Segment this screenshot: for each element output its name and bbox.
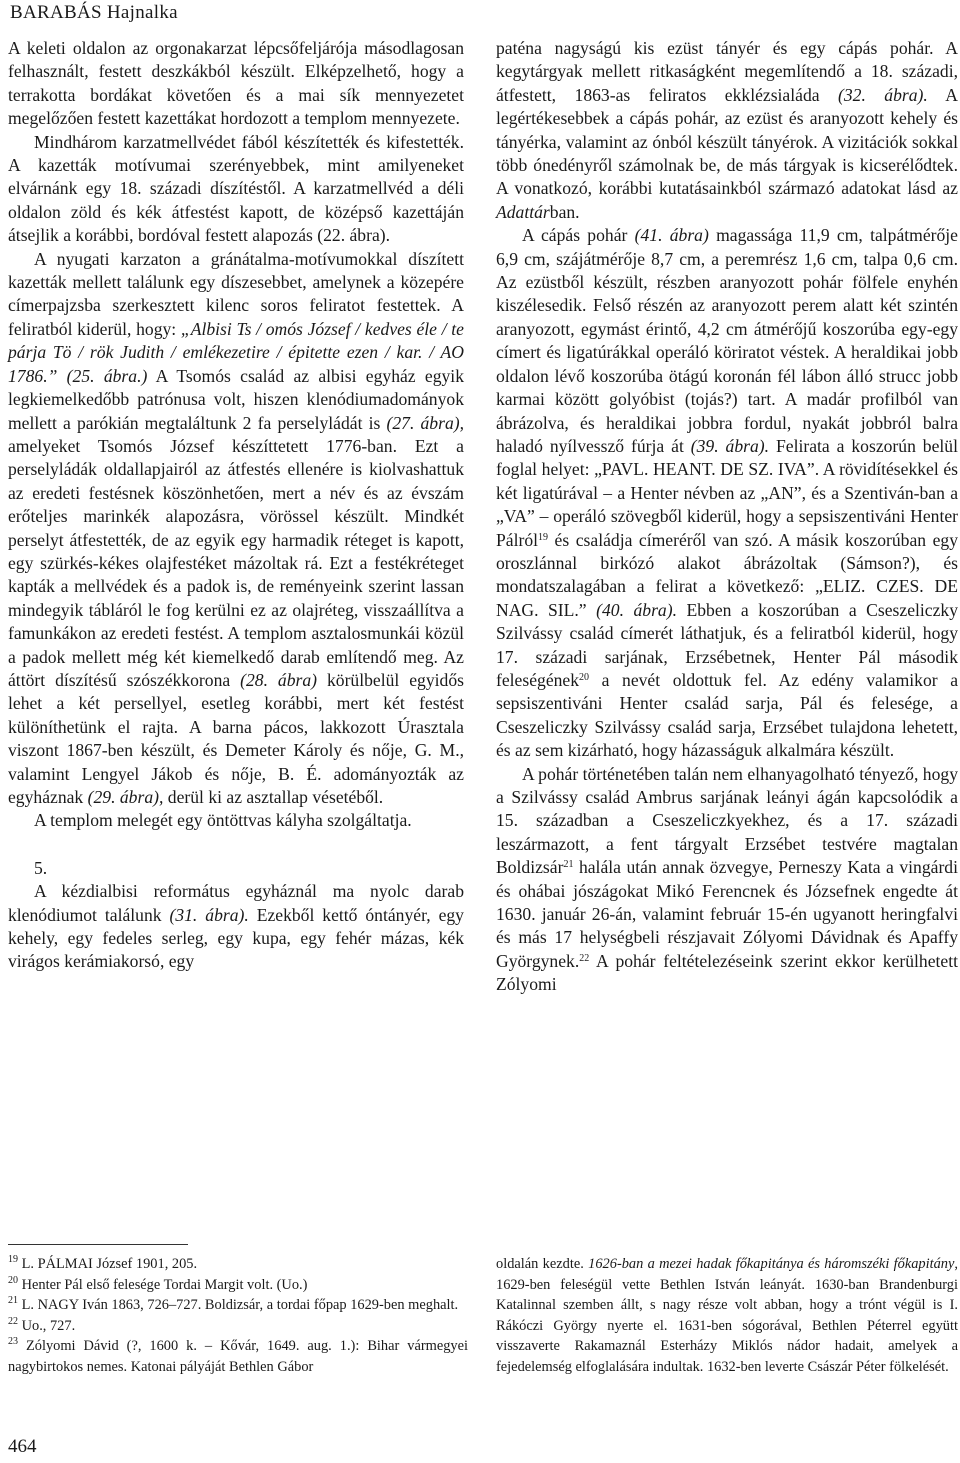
footnote-text: Henter Pál első felesége Tordai Margit volt. (Uo.) (21, 1276, 308, 1293)
footnote-number: 22 (8, 1315, 18, 1327)
text-run: Ezekből kettő óntányér, egy kehely, egy fedeles serleg, egy kupa, egy fehér mázas, kék virágos kerámiakorsó, egy (8, 904, 464, 972)
paragraph: Mindhárom karzatmellvédet fából készítették és kifestették. A kazetták motívumai szerényebbek, mint amilyeneket elvárnánk egy 18. századi díszítéstől. A karzatmellvéd a déli oldalon zöld és kék átfestést kapott, de középső kazettáján átsejlik a korábbi, bordóval festett alapozás (22. ábra). (8, 131, 464, 246)
paragraph (496, 224, 958, 762)
figure-reference: (39. ábra). (690, 435, 770, 456)
footnote-text: L. NAGY Iván 1863, 726–727. Boldizsár, a tordai főpap 1629-ben meghalt. (21, 1297, 459, 1314)
italic-term: 1626-ban a mezei hadak főkapitánya és háromszéki főkapitány (588, 1256, 955, 1272)
text-run: derül ki az asztallap vésetéből. (163, 787, 384, 807)
text-run: Felirata a koszorún belül foglal helyet: „PAVL. HEANT. DE SZ. IVA”. A rövidítésekkel és két ligatúrával – a Henter névben az „AN”, és a Szentiván-ban a „VA” – operáló szövegből kiderül, hogy a sepsiszentiváni Henter Pálról (496, 435, 958, 550)
text-run: A pohár történetében talán nem elhanyagolható tényező, hogy a Szilvássy család Ambrus sarjának leányi ágán kapcsolódik a 15. században a Cseszeliczkyekhez, és a 17. századi leszármazott, a fent tárgyalt Erzsébet testvére magtalan Boldizsár (496, 763, 958, 878)
footnote-continuation (496, 1254, 958, 1378)
figure-reference: (40. ábra). (596, 599, 677, 620)
footnote-marker: 21 (563, 859, 574, 871)
text-run: a nevét oldottuk fel. Az edény valamikor a sepsiszentiváni Henter család sarja, Pál és felesége, a Cseszeliczky Szilvássy család sarja, Erzsébet tulajdona lehetett, és az sem kizárható, hogy házasságuk alkalmára készült. (496, 669, 958, 761)
text-run: A legértékesebbek a cápás pohár, az ezüst és aranyozott kehely és tányérka, valamint az ónból készült tányérok. A vizitációk sokkal több ónedényről számolnak be, de más tárgyak is kicserélődtek. A vonatkozó, korábbi kutatásainkból származó adatokat lásd az (496, 84, 959, 199)
footnote-marker: 22 (579, 952, 590, 964)
text-run: paténa nagyságú kis ezüst tányér és egy cápás pohár. A kegytárgyak mellett ritkaságként megemlítendő a 18. századi, átfestett, 1863-as feliratos ekklézsialáda (496, 38, 958, 105)
footnote-text: L. PÁLMAI József 1901, 205. (21, 1256, 198, 1272)
footnote (8, 1316, 468, 1337)
section-number: 5. (34, 857, 48, 878)
text-run: A Tsomós család az albisi egyház egyik legkiemelkedőbb patrónusa volt, hiszen klenódiumadományok mellett a parókián megtaláltunk 2 fa perselyládát is (8, 365, 464, 433)
text-run: magassága 11,9 cm, talpátmérője 6,9 cm, szájátmérője 8,7 cm, a peremrész 1,6 cm, talpa 0,6 cm. Az ezüstből készült, részben aranyozott pohár fölfele enyhén kiszélesedik. Felső részén az aranyozott perem alatt két szintén aranyozott, egymást érintő, 4,2 cm átmérőjű koszorúba egy-egy címert és ligatúrákkal operáló köriratot véstek. A heraldikai jobb oldalon lévő koszorúba ötágú koronán fél lábon álló strucc jobb karmai között golyóbist (tojás?) tart. A madár profilból van ábrázolva, és heraldikai jobbra fordul, nyakát jobbról balra haladó nyílvessző fúrja át (496, 225, 958, 456)
text-run: halála után annak özvegye, Perneszy Kata a vingárdi és ohábai jószágokat Mikó Ferencnek és Józsefnek engedte át 1630. január 26-án, valamint február 15-én ugyanott heringfalvi és más 17 helységbeli részjavait Zólyomi Dávidnak és Apaffy Györgynek. (496, 857, 958, 971)
paragraph (496, 37, 958, 224)
left-column (8, 37, 464, 974)
footnote-text: Uo., 727. (21, 1317, 76, 1334)
text-run: A pohár feltételezéseink szerint ekkor kerülhetett Zólyomi (496, 950, 958, 995)
footnote (8, 1295, 468, 1316)
paragraph (496, 763, 958, 997)
footnote (8, 1275, 468, 1296)
footnote (8, 1336, 468, 1377)
footnote (8, 1254, 468, 1275)
footnote-number: 21 (8, 1295, 18, 1307)
footnotes-left (8, 1254, 468, 1378)
figure-reference: (32. ábra). (838, 84, 928, 105)
footnote-number: 19 (8, 1254, 18, 1265)
text-run: A cápás pohár (522, 225, 635, 246)
text-run: , 1629-ben feleségül vette Bethlen István leányát. 1630-ban Brandenburgi Katalinnal szemben állt, s nagy része volt abban, hogy a trónt végül is I. Rákóczi György nyerte el. 1631-ben sógorával, Bethlen Péterrel együtt visszaverte Rakamaznál Esterházy Miklós nádor hadait, amelyek a fejedelemség elfoglalására indultak. 1632-ben leverte Császár Péter fölkelését. (496, 1256, 958, 1375)
figure-reference: (28. ábra) (240, 669, 318, 690)
text-run: A kézdialbisi református egyháznál ma nyolc darab klenódiumot találunk (8, 881, 464, 925)
text-run: és családja címeréről van szó. A másik koszorúban egy oroszlánnal birkózó alakot ábrázoltak (Sámson?), és mondatszalagában a felirat a következő: „ELIZ. CZES. DE NAG. SIL.” (496, 529, 958, 620)
running-head: BARABÁS Hajnalka (10, 2, 178, 23)
footnote-number: 23 (8, 1336, 18, 1348)
text-run: oldalán kezdte. (496, 1256, 589, 1272)
italic-term: Adattár (496, 201, 550, 222)
footnote-marker: 19 (538, 531, 549, 543)
figure-reference: (31. ábra). (169, 904, 249, 925)
text-run: A nyugati karzaton a gránátalma-motívumokkal díszített kazetták mellett találunk egy díszesebbet, amelynek a közepére címerpajzsba szerkesztett kilenc soros feliratot festettek. A feliratból kiderül, hogy: (8, 248, 464, 339)
figure-reference: (29. ábra), (87, 787, 164, 807)
text-run: Ebben a koszorúban a Cseszeliczky Szilvássy család címerét láthatjuk, és a feliratból kiderül, hogy 17. századi sarjának, Erzsébetnek, Henter Pál második feleségének (496, 599, 958, 690)
paragraph: A templom melegét egy öntöttvas kályha szolgáltatja. (34, 810, 412, 831)
page-number: 464 (8, 1436, 37, 1457)
paragraph (8, 248, 464, 810)
figure-reference: (41. ábra) (634, 225, 709, 246)
footnote-divider (8, 1244, 188, 1245)
footnote-marker: 20 (579, 671, 590, 683)
right-column (496, 37, 958, 997)
paragraph: A keleti oldalon az orgonakarzat lépcsőfeljárója másodlagosan felhasznált, festett deszkákból készült. Elképzelhető, hogy a terrakotta bordákat követően és a mai sík mennyezetet megelőzően festett kazettákat hordozott a templom mennyezete. (8, 38, 464, 129)
paragraph (8, 880, 464, 974)
footnotes-right (496, 1254, 958, 1378)
footnote-number: 20 (8, 1274, 18, 1286)
figure-reference: (27. ábra), (386, 412, 464, 433)
text-run: amelyeket Tsomós József készíttetett 1776-ban. Ezt a perselyládák oldallapjairól az átfestés ellenére is kiolvashattuk az eredeti festésnek köszönhetően, mert a név és az évszám erőteljes marinkék alapozásra, vörössel készült. Mindkét perselyt átfestették, de az egyik egy harmadik réteget is kapott, egy szürkés-kékes olajfestéket mázoltak rá. Ezt a festékréteget kapták a mellvédek és a padok is, de reményeink szerint lassan mindegyik tábláról le fog kerülni ez az olajréteg, visszaállítva a famunkákon az eredeti festést. A templom asztalosmunkái közül a padok mellett még két kiemelkedő darab említendő meg. Az áttört díszítésű szószékkorona (8, 435, 464, 690)
text-run: körülbelül egyidős lehet a két persellyel, esetleg korábbi, mert két festést különíthetünk el rajta. A barna pácos, lakkozott Úrasztala viszont 1867-ben készült, és Demeter Károly és nője, G. M., valamint Lengyel Jákob és nője, B. É. adományozták az egyháznak (8, 669, 464, 807)
footnote-text: Zólyomi Dávid (?, 1600 k. – Kővár, 1649. aug. 1.): Bihar vármegyei nagybirtokos nemes. Katonai pályáját Bethlen Gábor (8, 1338, 468, 1375)
text-run: ban. (549, 201, 580, 222)
inscription-quote: „Albisi Ts / omós József / kedves éle / te párja Tö / rök Judith / emlékezetire / épitette ezen / kar. / AO 1786.” (25. ábra.) (8, 318, 464, 386)
